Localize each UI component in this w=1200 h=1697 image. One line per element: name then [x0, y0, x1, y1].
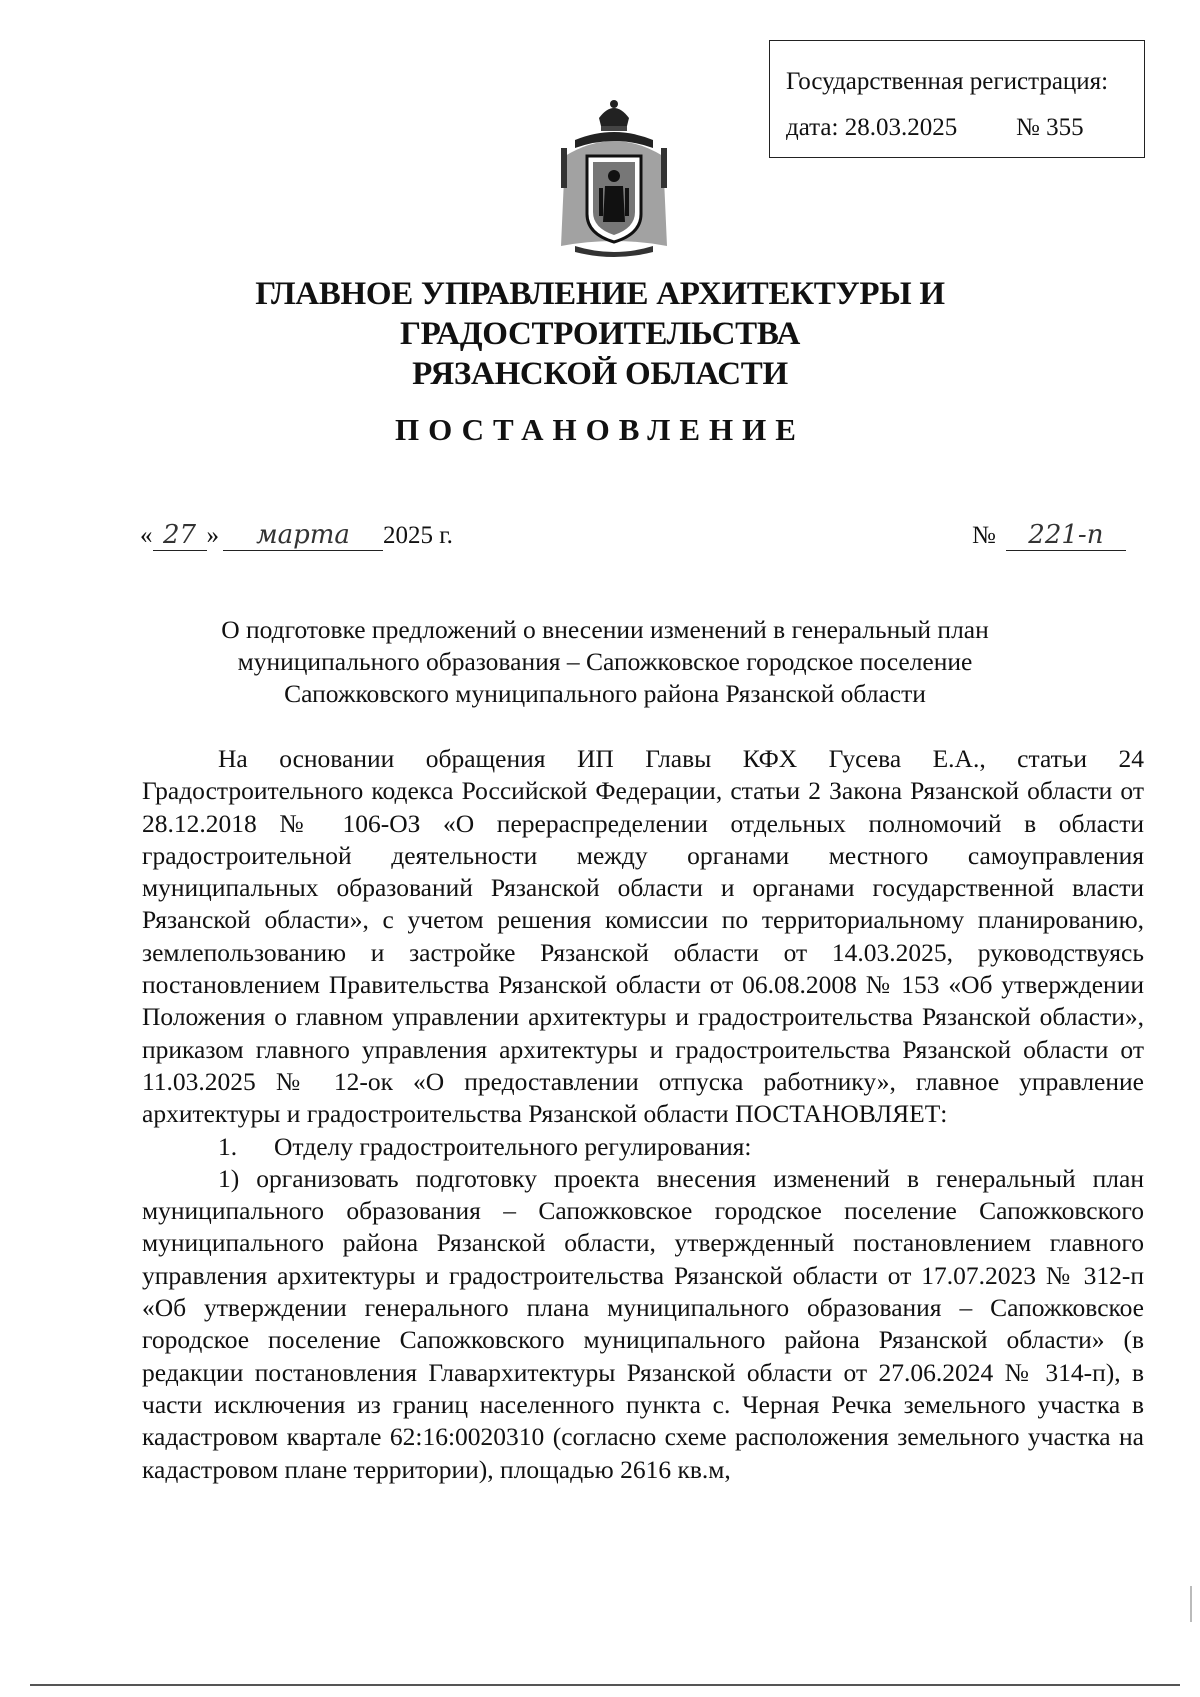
- subitem-1-paragraph: 1) организовать подготовку проекта внесения изменений в генеральный план муниципального образования – Сапожковское городское поселение Сапожковского муниципального района Рязанской области, утвержденный постановлением главного управления архитектуры и градостроительства Рязанской области от 17.07.2023 № 312-п «Об утверждении генерального плана муниципального образования – Сапожковское городское поселение Сапожковского муниципального района Рязанской области» (в редакции постановления Главархитектуры Рязанской области от 27.06.2024 № 314-п), в части исключения из границ населенного пункта с. Черная Речка земельного участка в кадастровом квартале 62:16:0020310 (согласно схеме расположения земельного участка на кадастровом плане территории), площадью 2616 кв.м,: [142, 1163, 1144, 1484]
- document-date: [140, 520, 453, 551]
- registration-title: Государственная регистрация:: [786, 68, 1109, 95]
- subject-line-3: Сапожковского муниципального района Рязанской области: [284, 679, 926, 708]
- registration-date: дата: 28.03.2025: [786, 114, 958, 141]
- preamble-paragraph: На основании обращения ИП Главы КФХ Гусева Е.А., статьи 24 Градостроительного кодекса Российской Федерации, статьи 2 Закона Рязанской области от 28.12.2018 № 106-ОЗ «О перераспределении отдельных полномочий в области градостроительной деятельности между органами местного самоуправления муниципальных образований Рязанской области и органами государственной власти Рязанской области», с учетом решения комиссии по территориальному планированию, землепользованию и застройке Рязанской области от 14.03.2025, руководствуясь постановлением Правительства Рязанской области от 06.08.2008 № 153 «Об утверждении Положения о главном управлении архитектуры и градостроительства Рязанской области», приказом главного управления архитектуры и градостроительства Рязанской области от 11.03.2025 № 12-ок «О предоставлении отпуска работнику», главное управление архитектуры и градостроительства Рязанской области ПОСТАНОВЛЯЕТ:: [142, 744, 1144, 1129]
- date-close-quote: »: [206, 522, 219, 549]
- scan-edge-mark: [1190, 1586, 1192, 1622]
- document-type: ПОСТАНОВЛЕНИЕ: [395, 412, 805, 447]
- number-sign: №: [972, 522, 996, 549]
- subject-line-2: муниципального образования – Сапожковское городское поселение: [237, 647, 973, 676]
- page-bottom-rule: [30, 1684, 1180, 1686]
- date-day: 27: [153, 520, 207, 551]
- date-year: 2025 г.: [383, 522, 453, 549]
- subject-line-1: О подготовке предложений о внесении изменений в генеральный план: [221, 615, 989, 644]
- registration-stamp: [769, 40, 1145, 158]
- organization-line-2: РЯЗАНСКОЙ ОБЛАСТИ: [412, 356, 788, 392]
- item-1-text: Отделу градостроительного регулирования:: [274, 1131, 752, 1161]
- item-1-paragraph: [142, 1131, 1144, 1163]
- number-value: 221-п: [1006, 520, 1126, 551]
- date-open-quote: «: [140, 522, 153, 549]
- coat-of-arms-icon: [555, 96, 673, 262]
- document-body: [142, 743, 1144, 1486]
- document-number: [972, 520, 1126, 551]
- registration-row: [786, 105, 1144, 151]
- date-month: марта: [223, 520, 383, 551]
- item-1-number: 1.: [218, 1131, 238, 1161]
- organization-name: [100, 274, 1100, 394]
- registration-number: № 355: [1016, 114, 1084, 141]
- organization-line-1: ГЛАВНОЕ УПРАВЛЕНИЕ АРХИТЕКТУРЫ И ГРАДОСТРОИТЕЛЬСТВА: [255, 276, 945, 352]
- document-subject: [140, 614, 1070, 710]
